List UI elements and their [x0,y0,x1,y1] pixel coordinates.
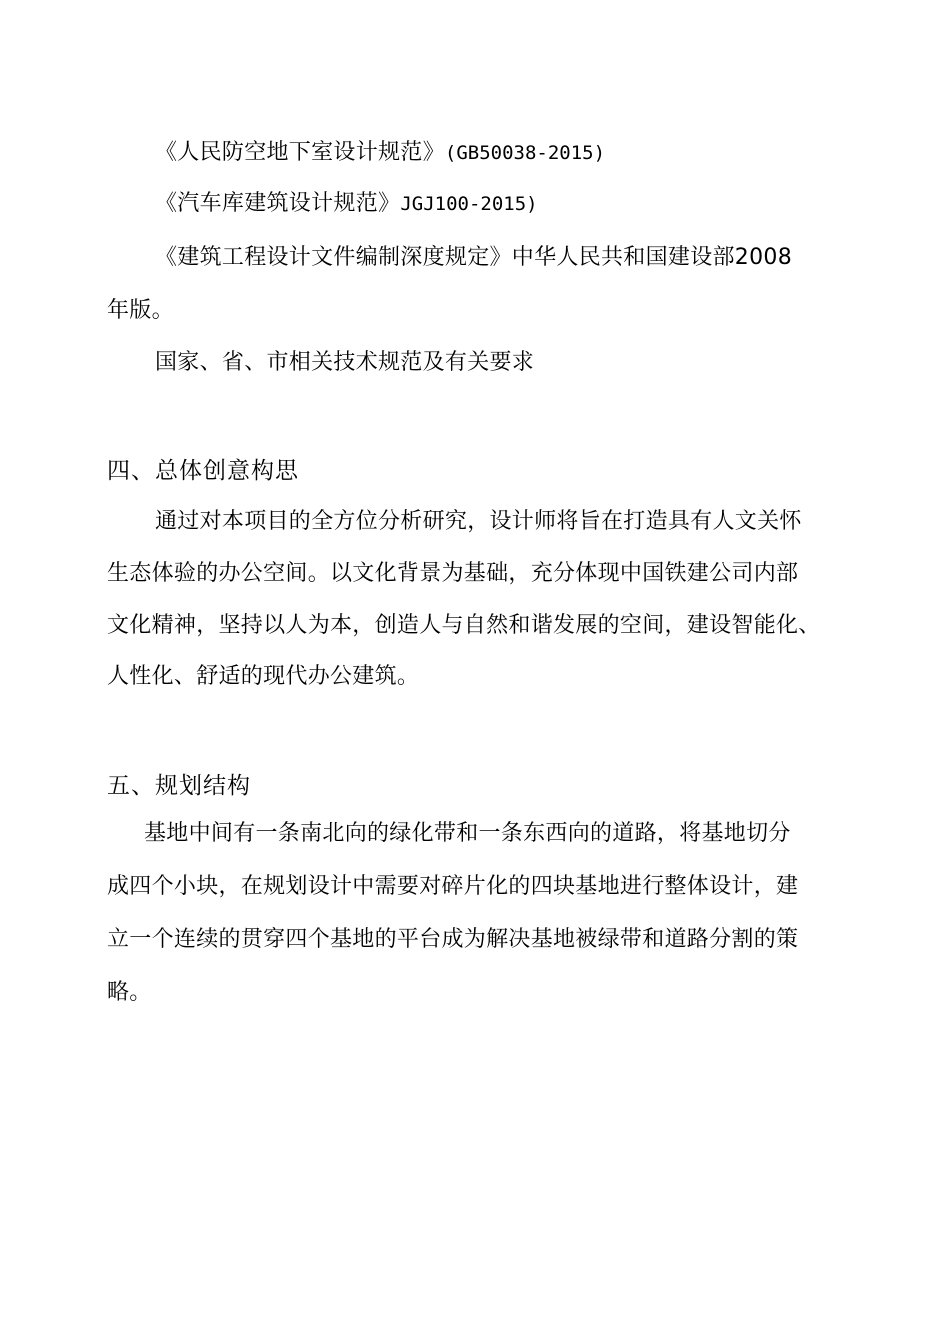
paragraph-line: 通过对本项目的全方位分析研究，设计师将旨在打造具有人文关怀 [155,509,802,534]
paragraph-line: 生态体验的办公空间。以文化背景为基础，充分体现中国铁建公司内部 [107,561,799,586]
paragraph-line: 基地中间有一条南北向的绿化带和一条东西向的道路，将基地切分 [144,821,791,846]
section-heading-planning: 五、规划结构 [107,773,251,799]
standard-title: 《汽车库建筑设计规范》 [155,191,401,216]
standard-item-depth-rule-cont: 年版。 [107,298,174,323]
paragraph-line: 略。 [107,980,152,1005]
standard-title: 《人民防空地下室设计规范》 [155,140,445,165]
paragraph-line: 成四个小块，在规划设计中需要对碎片化的四块基地进行整体设计，建 [107,874,799,899]
standard-item-garage [155,189,538,219]
standard-item-civil-defense [155,138,605,168]
section-heading-concept: 四、总体创意构思 [107,458,299,484]
standard-code: JGJ100-2015) [400,193,538,215]
paragraph-line: 文化精神，坚持以人为本，创造人与自然和谐发展的空间，建设智能化、 [107,613,821,638]
standard-item-depth-rule: 《建筑工程设计文件编制深度规定》中华人民共和国建设部2008 [155,245,792,270]
standard-item-local: 国家、省、市相关技术规范及有关要求 [155,350,535,375]
paragraph-line: 立一个连续的贯穿四个基地的平台成为解决基地被绿带和道路分割的策 [107,927,799,952]
paragraph-line: 人性化、舒适的现代办公建筑。 [107,664,420,689]
standard-code: (GB50038-2015) [444,142,606,164]
